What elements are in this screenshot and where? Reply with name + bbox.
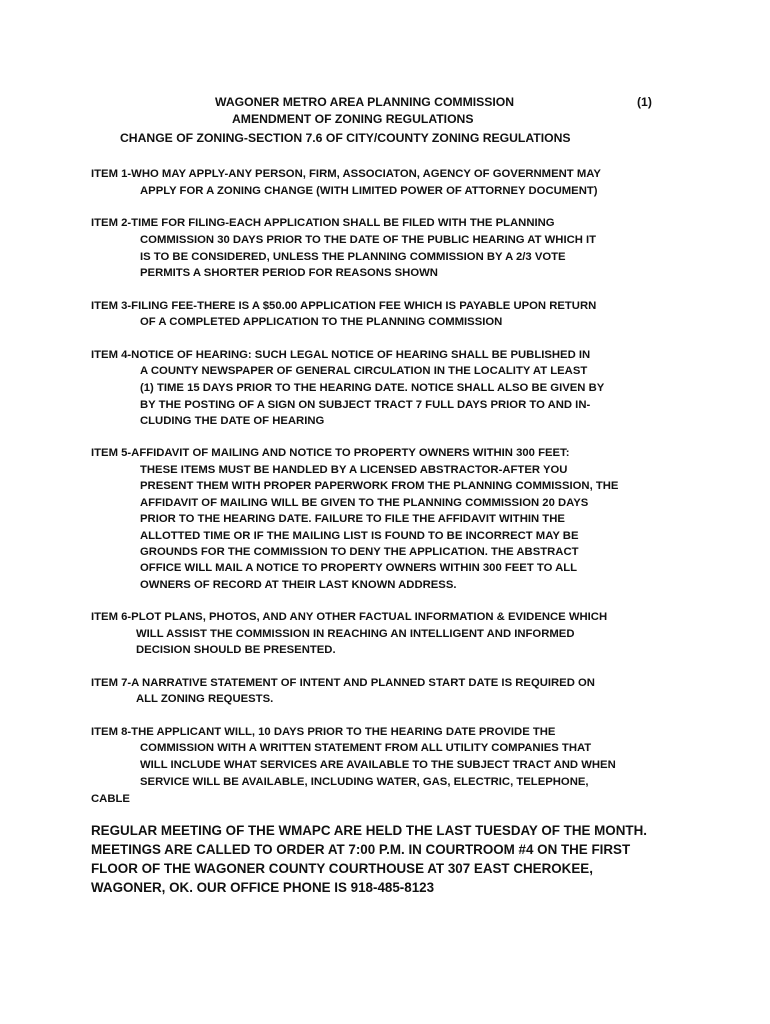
- item-line: ITEM 4-NOTICE OF HEARING: SUCH LEGAL NOTICE OF HEARING SHALL BE PUBLISHED IN: [91, 349, 591, 361]
- item-line: ITEM 8-THE APPLICANT WILL, 10 DAYS PRIOR TO THE HEARING DATE PROVIDE THE: [91, 726, 556, 738]
- item-line: PRESENT THEM WITH PROPER PAPERWORK FROM THE PLANNING COMMISSION, THE: [140, 480, 619, 492]
- item-line: AFFIDAVIT OF MAILING WILL BE GIVEN TO THE PLANNING COMMISSION 20 DAYS: [140, 497, 589, 509]
- item-line: WILL INCLUDE WHAT SERVICES ARE AVAILABLE TO THE SUBJECT TRACT AND WHEN: [140, 759, 616, 771]
- item-line: ITEM 7-A NARRATIVE STATEMENT OF INTENT AND PLANNED START DATE IS REQUIRED ON: [91, 677, 595, 689]
- item-line: A COUNTY NEWSPAPER OF GENERAL CIRCULATION IN THE LOCALITY AT LEAST: [140, 365, 588, 377]
- item-line: PERMITS A SHORTER PERIOD FOR REASONS SHOWN: [140, 267, 438, 279]
- item-line: ITEM 1-WHO MAY APPLY-ANY PERSON, FIRM, ASSOCIATON, AGENCY OF GOVERNMENT MAY: [91, 168, 601, 180]
- item-line: OFFICE WILL MAIL A NOTICE TO PROPERTY OWNERS WITHIN 300 FEET TO ALL: [140, 562, 578, 574]
- section-title: CHANGE OF ZONING-SECTION 7.6 OF CITY/COUNTY ZONING REGULATIONS: [120, 131, 571, 145]
- item-line: ITEM 3-FILING FEE-THERE IS A $50.00 APPLICATION FEE WHICH IS PAYABLE UPON RETURN: [91, 300, 597, 312]
- document-subtitle: AMENDMENT OF ZONING REGULATIONS: [232, 112, 474, 126]
- item-line: ITEM 2-TIME FOR FILING-EACH APPLICATION SHALL BE FILED WITH THE PLANNING: [91, 217, 555, 229]
- item-line: ALLOTTED TIME OR IF THE MAILING LIST IS FOUND TO BE INCORRECT MAY BE: [140, 530, 579, 542]
- item-line: APPLY FOR A ZONING CHANGE (WITH LIMITED POWER OF ATTORNEY DOCUMENT): [140, 185, 598, 197]
- notice-line: REGULAR MEETING OF THE WMAPC ARE HELD THE LAST TUESDAY OF THE MONTH.: [91, 823, 647, 838]
- item-line: COMMISSION WITH A WRITTEN STATEMENT FROM ALL UTILITY COMPANIES THAT: [140, 742, 592, 754]
- item-line: (1) TIME 15 DAYS PRIOR TO THE HEARING DATE. NOTICE SHALL ALSO BE GIVEN BY: [140, 382, 605, 394]
- item-line: OWNERS OF RECORD AT THEIR LAST KNOWN ADDRESS.: [140, 579, 457, 591]
- notice-line: WAGONER, OK. OUR OFFICE PHONE IS 918-485-8123: [91, 880, 435, 895]
- document-title: WAGONER METRO AREA PLANNING COMMISSION: [215, 95, 515, 109]
- item-line: SERVICE WILL BE AVAILABLE, INCLUDING WATER, GAS, ELECTRIC, TELEPHONE,: [140, 776, 589, 788]
- page-number: (1): [637, 95, 652, 109]
- item-line: CABLE: [91, 793, 130, 805]
- notice-line: FLOOR OF THE WAGONER COUNTY COURTHOUSE AT 307 EAST CHEROKEE,: [91, 861, 593, 876]
- item-line: IS TO BE CONSIDERED, UNLESS THE PLANNING COMMISSION BY A 2/3 VOTE: [140, 251, 566, 263]
- item-line: GROUNDS FOR THE COMMISSION TO DENY THE APPLICATION. THE ABSTRACT: [140, 546, 579, 558]
- item-line: ITEM 5-AFFIDAVIT OF MAILING AND NOTICE TO PROPERTY OWNERS WITHIN 300 FEET:: [91, 447, 570, 459]
- item-line: DECISION SHOULD BE PRESENTED.: [136, 644, 336, 656]
- item-line: ALL ZONING REQUESTS.: [136, 693, 274, 705]
- notice-line: MEETINGS ARE CALLED TO ORDER AT 7:00 P.M. IN COURTROOM #4 ON THE FIRST: [91, 842, 631, 857]
- item-line: WILL ASSIST THE COMMISSION IN REACHING AN INTELLIGENT AND INFORMED: [136, 628, 575, 640]
- item-line: THESE ITEMS MUST BE HANDLED BY A LICENSED ABSTRACTOR-AFTER YOU: [140, 464, 568, 476]
- item-line: ITEM 6-PLOT PLANS, PHOTOS, AND ANY OTHER FACTUAL INFORMATION & EVIDENCE WHICH: [91, 611, 608, 623]
- item-line: PRIOR TO THE HEARING DATE. FAILURE TO FILE THE AFFIDAVIT WITHIN THE: [140, 513, 565, 525]
- item-line: COMMISSION 30 DAYS PRIOR TO THE DATE OF THE PUBLIC HEARING AT WHICH IT: [140, 234, 597, 246]
- item-line: CLUDING THE DATE OF HEARING: [140, 415, 325, 427]
- item-line: OF A COMPLETED APPLICATION TO THE PLANNING COMMISSION: [140, 316, 503, 328]
- item-line: BY THE POSTING OF A SIGN ON SUBJECT TRACT 7 FULL DAYS PRIOR TO AND IN-: [140, 399, 591, 411]
